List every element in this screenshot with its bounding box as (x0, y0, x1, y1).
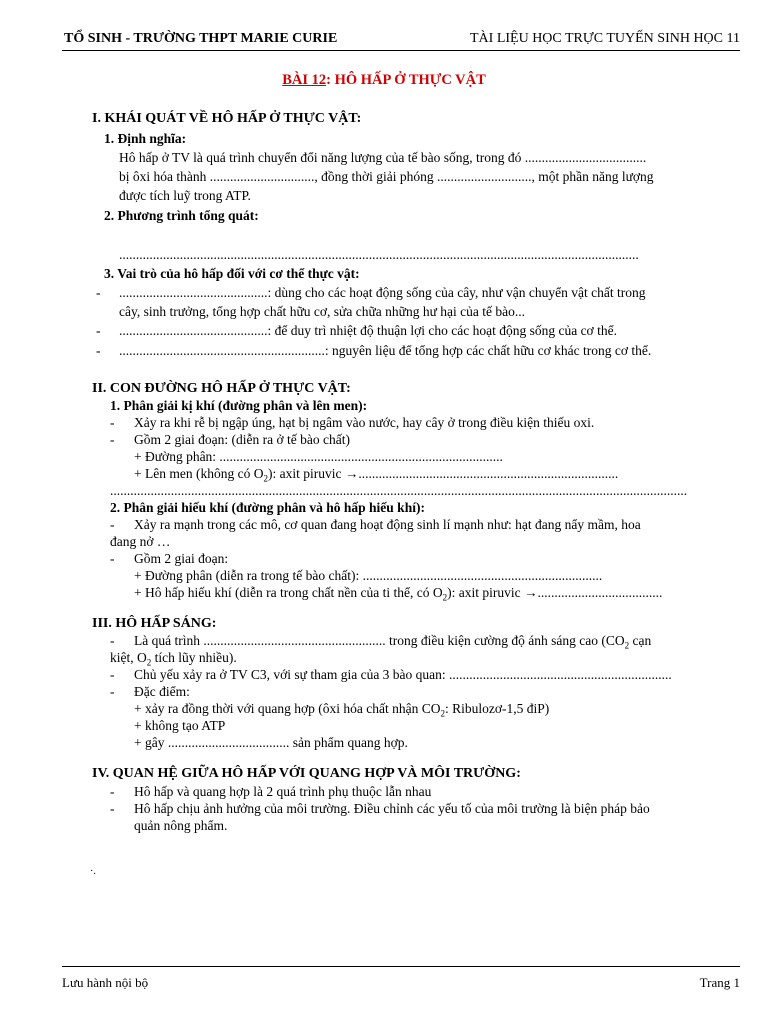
bullet-dash: - (110, 517, 115, 532)
bullet-dash: - (110, 801, 115, 816)
s2-b-line2: đang nở … (110, 534, 171, 549)
s1-role1-line2: cây, sinh trưởng, tổng hợp chất hữu cơ, sửa chữa những hư hại của tế bào... (119, 304, 525, 319)
s2-a-line5: ........................................................................................................................................................................... (110, 483, 688, 498)
page-number: Trang 1 (699, 975, 740, 990)
bullet-dash: - (96, 285, 101, 300)
bullet-dash: - (110, 551, 115, 566)
s2-b-line1: Xảy ra mạnh trong các mô, cơ quan đang hoạt động sinh lí mạnh như: hạt đang nẩy mầm, hoa (134, 517, 641, 532)
s3-line3: Chủ yếu xảy ra ở TV C3, với sự tham gia của 3 bào quan: .................................................................. (134, 667, 672, 682)
stray-mark: ·. (90, 866, 96, 877)
lesson-title (0, 72, 768, 89)
bullet-dash: - (110, 784, 115, 799)
page-header (62, 30, 740, 51)
s2-b-line3: Gồm 2 giai đoạn: (134, 551, 229, 566)
s3-line7: + gây .................................... sản phẩm quang hợp. (134, 735, 408, 750)
s1-item3-title: 3. Vai trò của hô hấp đối với cơ thể thực vật: (104, 266, 360, 281)
s2-b-line4: + Đường phân (diễn ra trong tế bào chất): ....................................................................... (134, 568, 603, 583)
s2-a-line4: + Lên men (không có $O_2$): axit piruvic →............................................................................. (134, 466, 619, 484)
s1-item2-blank: .......................................................................................................................................................... (119, 247, 639, 262)
section-1-heading: I. KHÁI QUÁT VỀ HÔ HẤP Ở THỰC VẬT: (92, 111, 362, 126)
bullet-dash: - (110, 415, 115, 430)
s4-line2: Hô hấp chịu ảnh hưởng của môi trường. Điều chỉnh các yếu tố của môi trường là biện pháp bảo (134, 801, 650, 816)
s2-a-title: 1. Phân giải kị khí (đường phân và lên men): (110, 398, 368, 413)
section-4-heading: IV. QUAN HỆ GIỮA HÔ HẤP VỚI QUANG HỢP VÀ MÔI TRƯỜNG: (92, 766, 521, 781)
s2-b-title: 2. Phân giải hiếu khí (đường phân và hô hấp hiếu khí): (110, 500, 425, 515)
header-doc-title: TÀI LIỆU HỌC TRỰC TUYẾN SINH HỌC 11 (470, 31, 740, 46)
s3-line4: Đặc điểm: (134, 684, 190, 699)
s3-line1: Là quá trình ...................................................... trong điều kiện cường độ ánh sáng cao ($CO_2$ cạn (134, 633, 652, 651)
s1-item1-line1: Hô hấp ở TV là quá trình chuyển đổi năng lượng của tế bào sống, trong đó .................................... (119, 150, 647, 165)
s3-line6: + không tạo ATP (134, 718, 226, 733)
s1-role2: ............................................: để duy trì nhiệt độ thuận lợi cho các hoạt động sống của cơ thể. (119, 323, 617, 338)
lesson-name: : HÔ HẤP Ở THỰC VẬT (326, 72, 486, 88)
bullet-dash: - (110, 432, 115, 447)
s1-item1-title: 1. Định nghĩa: (104, 131, 187, 146)
section-2-heading: II. CON ĐƯỜNG HÔ HẤP Ở THỰC VẬT: (92, 381, 351, 396)
section-3-heading: III. HÔ HẤP SÁNG: (92, 616, 217, 631)
s1-item1-line3: được tích luỹ trong ATP. (119, 188, 251, 203)
s1-role1-line1: ............................................: dùng cho các hoạt động sống của cây, như vận chuyển vật chất trong (119, 285, 646, 300)
bullet-dash: - (110, 667, 115, 682)
header-school: TỔ SINH - TRƯỜNG THPT MARIE CURIE (64, 31, 338, 46)
s1-role3: .............................................................: nguyên liệu để tổng hợp các chất hữu cơ khác trong cơ thể. (119, 343, 652, 358)
s2-b-line5: + Hô hấp hiếu khí (diễn ra trong chất nền của ti thể, có $O_2$): axit piruvic →..................................... (134, 585, 663, 603)
bullet-dash: - (110, 633, 115, 648)
bullet-dash: - (96, 343, 101, 358)
bullet-dash: - (110, 684, 115, 699)
s2-a-line3: + Đường phân: .................................................................................... (134, 449, 503, 464)
s3-line5: + xảy ra đồng thời với quang hợp (ôxi hóa chất nhận $CO_2$: Ribulozơ-1,5 điP) (134, 701, 550, 719)
bullet-dash: - (96, 323, 101, 338)
s1-item2-title: 2. Phương trình tổng quát: (104, 208, 259, 223)
page-footer (62, 966, 740, 997)
lesson-number: BÀI 12 (282, 72, 327, 88)
s2-a-line1: Xảy ra khi rễ bị ngập úng, hạt bị ngâm vào nước, hay cây ở trong điều kiện thiếu oxi. (134, 415, 595, 430)
s4-line3: quản nông phẩm. (134, 818, 228, 833)
s2-a-line2: Gồm 2 giai đoạn: (diễn ra ở tế bào chất) (134, 432, 350, 447)
s4-line1: Hô hấp và quang hợp là 2 quá trình phụ thuộc lẫn nhau (134, 784, 432, 799)
s1-item1-line2: bị ôxi hóa thành ..............................., đồng thời giải phóng ............................, một phần năng lượng (119, 169, 654, 184)
footer-note: Lưu hành nội bộ (62, 975, 149, 990)
s3-line2: kiệt, $O_2$ tích lũy nhiều). (110, 650, 237, 668)
